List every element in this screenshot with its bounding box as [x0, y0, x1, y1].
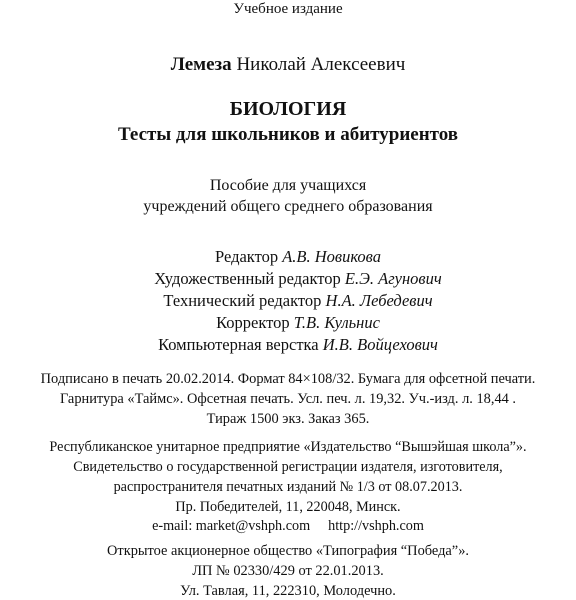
- printer-license: ЛП № 02330/429 от 22.01.2013.: [192, 563, 384, 579]
- staff-line: [10, 291, 576, 311]
- publisher-line: распространителя печатных изданий № 1/3 от 08.07.2013.: [113, 479, 463, 495]
- staff-person: Т.В. Кульнис: [293, 313, 380, 332]
- staff-role: Компьютерная верстка: [158, 335, 319, 354]
- purpose-line: учреждений общего среднего образования: [143, 198, 433, 215]
- printer-address: Ул. Тавлая, 11, 222310, Молодечно.: [180, 583, 396, 599]
- edition-label: Учебное издание: [233, 1, 343, 17]
- author-given-names: Николай Алексеевич: [236, 54, 406, 75]
- imprint-line: Тираж 1500 экз. Заказ 365.: [206, 411, 370, 427]
- publisher-line: Республиканское унитарное предприятие «Издательство “Вышэйшая школа”».: [49, 439, 527, 455]
- book-title: БИОЛОГИЯ: [229, 98, 347, 120]
- staff-person: А.В. Новикова: [282, 247, 381, 266]
- staff-line: [10, 335, 576, 355]
- author-name: [0, 54, 576, 76]
- purpose-line: Пособие для учащихся: [209, 177, 367, 194]
- staff-role: Корректор: [216, 313, 290, 332]
- imprint-line: Гарнитура «Таймс». Офсетная печать. Усл. печ. л. 19,32. Уч.-изд. л. 18,44 .: [59, 391, 517, 407]
- staff-role: Художественный редактор: [154, 269, 345, 288]
- staff-line: [10, 313, 576, 333]
- staff-person: Е.Э. Агунович: [344, 269, 442, 288]
- publisher-email: e-mail: market@vshph.com: [152, 518, 311, 534]
- staff-person: Н.А. Лебедевич: [325, 291, 433, 310]
- publisher-contacts: [0, 518, 576, 535]
- imprint-line: Подписано в печать 20.02.2014. Формат 84×108/32. Бумага для офсетной печати.: [40, 371, 536, 387]
- publisher-line: Свидетельство о государственной регистрации издателя, изготовителя,: [73, 459, 503, 475]
- book-subtitle: Тесты для школьников и абитуриентов: [117, 124, 459, 145]
- staff-line: [10, 269, 576, 289]
- staff-role: Технический редактор: [163, 291, 322, 310]
- staff-line: [10, 247, 576, 267]
- publisher-address: Пр. Победителей, 11, 220048, Минск.: [175, 499, 401, 515]
- printer-line: Открытое акционерное общество «Типография “Победа”».: [107, 543, 469, 559]
- staff-role: Редактор: [215, 247, 279, 266]
- author-surname: Лемеза: [170, 54, 232, 75]
- publisher-website: http://vshph.com: [328, 518, 424, 534]
- staff-person: И.В. Войцехович: [322, 335, 438, 354]
